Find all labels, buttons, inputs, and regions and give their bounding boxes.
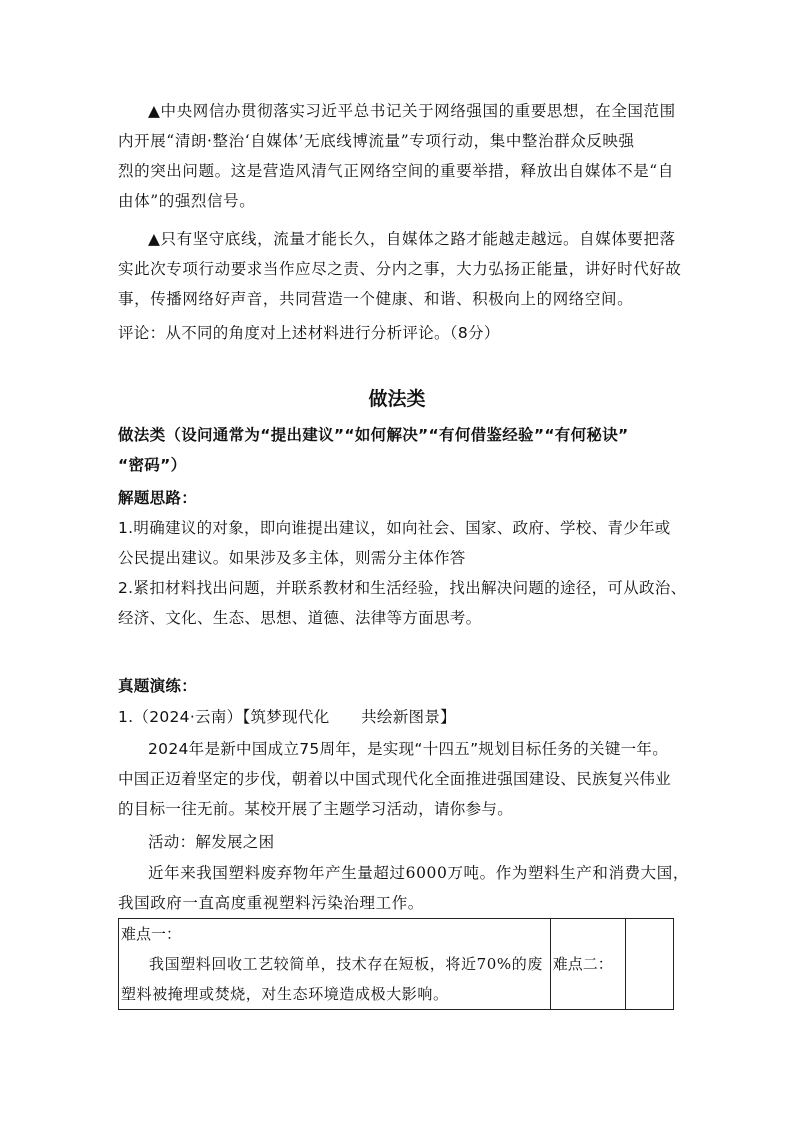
section-type <box>118 420 676 480</box>
practice-intro <box>118 734 676 824</box>
text-line: 1.明确建议的对象，即向谁提出建议，如向社会、国家、政府、学校、青少年或 <box>118 519 671 537</box>
text-line: 我国塑料回收工艺较简单，技术存在短板，将近70%的废 <box>149 955 543 973</box>
plastic-paragraph <box>118 858 689 918</box>
practice-item-title <box>118 702 676 732</box>
text-line: 2024年是新中国成立75周年，是实现“十四五”规划目标任务的关键一年。 <box>148 740 669 758</box>
section-heading: 做法类 <box>368 388 426 410</box>
text-line: ▲中央网信办贯彻落实习近平总书记关于网络强国的重要思想，在全国范围 <box>148 102 676 120</box>
cell-title: 难点二： <box>552 955 613 973</box>
text-line: 经济、文化、生态、思想、道德、法律等方面思考。 <box>118 609 482 627</box>
text-line: 塑料被掩埋或焚烧，对生态环境造成极大影响。 <box>121 985 449 1003</box>
difficulty-cell-2 <box>550 919 626 1010</box>
approach-label <box>118 483 676 513</box>
label-text: 解题思路： <box>118 489 198 507</box>
text-line: 事，传播网络好声音，共同营造一个健康、和谐、积极向上的网络空间。 <box>118 290 634 308</box>
cell-title: 难点一： <box>121 925 182 943</box>
table-row <box>119 919 674 1010</box>
practice-label <box>118 671 676 701</box>
difficulty-table <box>118 918 674 1010</box>
difficulty-cell-1 <box>119 919 551 1010</box>
text-line: “密码”） <box>118 456 187 474</box>
text-line: 做法类（设问通常为“提出建议”“如何解决”“有何借鉴经验”“有何秘诀” <box>118 426 629 444</box>
text-line: 内开展“清朗·整治‘自媒体’无底线博流量”专项行动，集中整治群众反映强 <box>118 132 635 150</box>
text-line: 公民提出建议。如果涉及多主体，则需分主体作答 <box>118 549 466 567</box>
text-line: 由体”的强烈信号。 <box>118 192 256 210</box>
title-text: 1.（2024·云南）【筑梦现代化 共绘新图景】 <box>118 708 456 726</box>
text-line: 烈的突出问题。这是营造风清气正网络空间的重要举措，释放出自媒体不是“自 <box>118 162 674 180</box>
activity-line <box>118 827 676 857</box>
label-text: 真题演练： <box>118 677 198 695</box>
question-line <box>118 318 676 348</box>
question-text: 评论：从不同的角度对上述材料进行分析评论。（8分） <box>118 324 500 342</box>
material-paragraph-2 <box>118 224 682 314</box>
text-line: 近年来我国塑料废弃物年产生量超过6000万吨。作为塑料生产和消费大国， <box>148 864 689 882</box>
text-line: 2.紧扣材料找出问题，并联系教材和生活经验，找出解决问题的途径，可从政治、 <box>118 579 687 597</box>
text-line: ▲只有坚守底线，流量才能长久，自媒体之路才能越走越远。自媒体要把落 <box>148 230 676 248</box>
material-paragraph-1 <box>118 96 676 216</box>
text-line: 中国正迈着坚定的步伐，朝着以中国式现代化全面推进强国建设、民族复兴伟业 <box>118 770 672 788</box>
activity-text: 活动：解发展之困 <box>148 833 275 851</box>
text-line: 我国政府一直高度重视塑料污染治理工作。 <box>118 894 424 912</box>
text-line: 的目标一往无前。某校开展了主题学习活动，请你参与。 <box>118 800 514 818</box>
difficulty-cell-empty <box>626 919 674 1010</box>
approach-steps <box>118 513 687 633</box>
text-line: 实此次专项行动要求当作应尽之责、分内之事，大力弘扬正能量，讲好时代好故 <box>118 260 682 278</box>
